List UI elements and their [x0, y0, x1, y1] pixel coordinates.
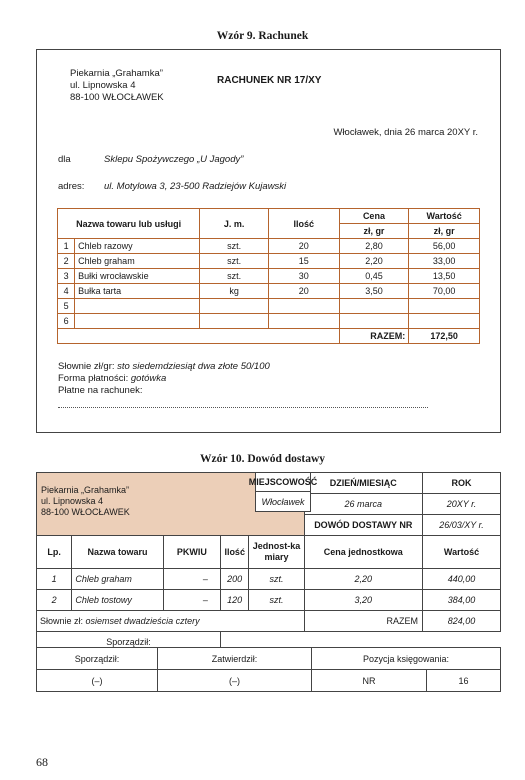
- seller-street: ul. Lipnowska 4: [41, 496, 104, 506]
- row-unit: szt.: [200, 239, 269, 254]
- position-label: Pozycja księgowania:: [311, 647, 501, 670]
- row-qty: 200: [220, 569, 249, 590]
- row-unit: szt.: [200, 269, 269, 284]
- row-name: [75, 299, 200, 314]
- buyer-label: dla: [58, 154, 71, 165]
- total-label: RAZEM:: [339, 329, 409, 344]
- table-row: [37, 569, 501, 590]
- row-qty: 15: [268, 254, 339, 269]
- header-price-unit: zł, gr: [339, 224, 409, 239]
- prepared-value: (–): [36, 669, 158, 692]
- table-row: [58, 284, 480, 299]
- seller-name: Piekarnia „Grahamka”: [41, 485, 130, 495]
- table-row: [58, 239, 480, 254]
- header-name: Nazwa towaru: [72, 536, 163, 569]
- seller-street: ul. Lipnowska 4: [70, 80, 136, 91]
- year-value: 20XY r.: [423, 494, 501, 515]
- header-value: Wartość: [409, 209, 480, 224]
- row-name: Chleb graham: [75, 254, 200, 269]
- header-place: MIEJSCOWOŚĆ: [255, 472, 311, 492]
- header-qty: Ilość: [220, 536, 249, 569]
- place-value: Włocławek: [255, 491, 311, 512]
- header-daymonth: DZIEŃ/MIESIĄC: [304, 473, 422, 494]
- row-name: Chleb razowy: [75, 239, 200, 254]
- row-value: 440,00: [423, 569, 501, 590]
- row-lp: 6: [58, 314, 75, 329]
- row-price: [339, 314, 409, 329]
- table-row: [37, 590, 501, 611]
- row-price: 2,20: [339, 254, 409, 269]
- row-unit: szt.: [200, 254, 269, 269]
- header-qty: Ilość: [268, 209, 339, 239]
- table-row: [58, 299, 480, 314]
- doc-number-label: DOWÓD DOSTAWY NR: [304, 515, 422, 536]
- amount-in-words: [58, 361, 270, 373]
- row-qty: [268, 314, 339, 329]
- row-price: 3,50: [339, 284, 409, 299]
- row-name: Chleb graham: [72, 569, 163, 590]
- row-qty: 30: [268, 269, 339, 284]
- invoice-table: [57, 208, 480, 344]
- row-price: 2,80: [339, 239, 409, 254]
- row-name: Chleb tostowy: [72, 590, 163, 611]
- row-name: Bułka tarta: [75, 284, 200, 299]
- header-name: Nazwa towaru lub usługi: [58, 209, 200, 239]
- payment-label: Forma płatności:: [58, 373, 129, 384]
- row-pkwiu: –: [163, 569, 220, 590]
- signature-section: [36, 647, 501, 692]
- invoice-form: [36, 49, 501, 433]
- row-name: Bułki wrocławskie: [75, 269, 200, 284]
- row-value: 13,50: [409, 269, 480, 284]
- row-unit: [200, 314, 269, 329]
- header-price: Cena jednostkowa: [304, 536, 422, 569]
- row-qty: 20: [268, 284, 339, 299]
- table-row: [58, 254, 480, 269]
- row-unit: kg: [200, 284, 269, 299]
- payment-method: [58, 373, 166, 385]
- row-price: 0,45: [339, 269, 409, 284]
- row-lp: 2: [37, 590, 72, 611]
- row-lp: 4: [58, 284, 75, 299]
- total-value: 172,50: [409, 329, 480, 344]
- address-label: adres:: [58, 181, 85, 192]
- buyer-address: ul. Motylowa 3, 23-500 Radziejów Kujawski: [104, 181, 287, 192]
- row-value: 70,00: [409, 284, 480, 299]
- dotted-line: [58, 407, 428, 408]
- page-number: 68: [36, 755, 48, 769]
- row-lp: 2: [58, 254, 75, 269]
- total-row: [58, 329, 480, 344]
- total-value: 824,00: [423, 611, 501, 632]
- seller-name: Piekarnia „Grahamka”: [70, 68, 163, 79]
- nr-label: NR: [311, 669, 427, 692]
- place-date: Włocławek, dnia 26 marca 20XY r.: [333, 127, 478, 138]
- header-unit: Jednost-ka miary: [249, 536, 304, 569]
- row-qty: 120: [220, 590, 249, 611]
- buyer-name: Sklepu Spożywczego „U Jagody”: [104, 154, 244, 165]
- nr-value: 16: [426, 669, 501, 692]
- prepared-label: Sporządził:: [36, 647, 158, 670]
- header-price: Cena: [339, 209, 409, 224]
- row-price: 3,20: [304, 590, 422, 611]
- words-label: Słownie zł/gr:: [58, 361, 115, 372]
- row-value: [409, 314, 480, 329]
- words-value: osiemset dwadzieścia cztery: [85, 616, 200, 626]
- approved-value: (–): [157, 669, 312, 692]
- row-qty: 20: [268, 239, 339, 254]
- row-value: 384,00: [423, 590, 501, 611]
- row-unit: szt.: [249, 569, 304, 590]
- amount-in-words: [37, 611, 305, 632]
- header-lp: Lp.: [37, 536, 72, 569]
- row-value: [409, 299, 480, 314]
- total-label: RAZEM: [304, 611, 422, 632]
- prepared-label: Sporządził:: [37, 632, 221, 653]
- doc-number-value: 26/03/XY r.: [423, 515, 501, 536]
- daymonth-value: 26 marca: [304, 494, 422, 515]
- row-value: 33,00: [409, 254, 480, 269]
- payment-value: gotówka: [130, 373, 167, 384]
- header-unit: J. m.: [200, 209, 269, 239]
- invoice-title: RACHUNEK NR 17/XY: [217, 75, 322, 86]
- row-unit: szt.: [249, 590, 304, 611]
- row-value: 56,00: [409, 239, 480, 254]
- row-name: [75, 314, 200, 329]
- row-unit: [200, 299, 269, 314]
- row-lp: 3: [58, 269, 75, 284]
- header-value-unit: zł, gr: [409, 224, 480, 239]
- row-pkwiu: –: [163, 590, 220, 611]
- row-price: [339, 299, 409, 314]
- payable-label: Płatne na rachunek:: [58, 385, 143, 396]
- seller-city: 88-100 WŁOCŁAWEK: [41, 507, 130, 517]
- row-lp: 5: [58, 299, 75, 314]
- words-label: Słownie zł:: [40, 616, 84, 626]
- row-lp: 1: [37, 569, 72, 590]
- total-row: [37, 611, 501, 632]
- seller-city: 88-100 WŁOCŁAWEK: [70, 92, 164, 103]
- header-pkwiu: PKWIU: [163, 536, 220, 569]
- header-value: Wartość: [423, 536, 501, 569]
- table-row: [58, 269, 480, 284]
- table-row: [58, 314, 480, 329]
- approved-label: Zatwierdził:: [157, 647, 312, 670]
- seller-block: [70, 68, 164, 104]
- row-lp: 1: [58, 239, 75, 254]
- words-value: sto siedemdziesiąt dwa złote 50/100: [117, 361, 270, 372]
- row-price: 2,20: [304, 569, 422, 590]
- form10-title: Wzór 10. Dowód dostawy: [199, 453, 325, 465]
- row-qty: [268, 299, 339, 314]
- form9-title: Wzór 9. Rachunek: [216, 30, 309, 42]
- header-year: ROK: [423, 473, 501, 494]
